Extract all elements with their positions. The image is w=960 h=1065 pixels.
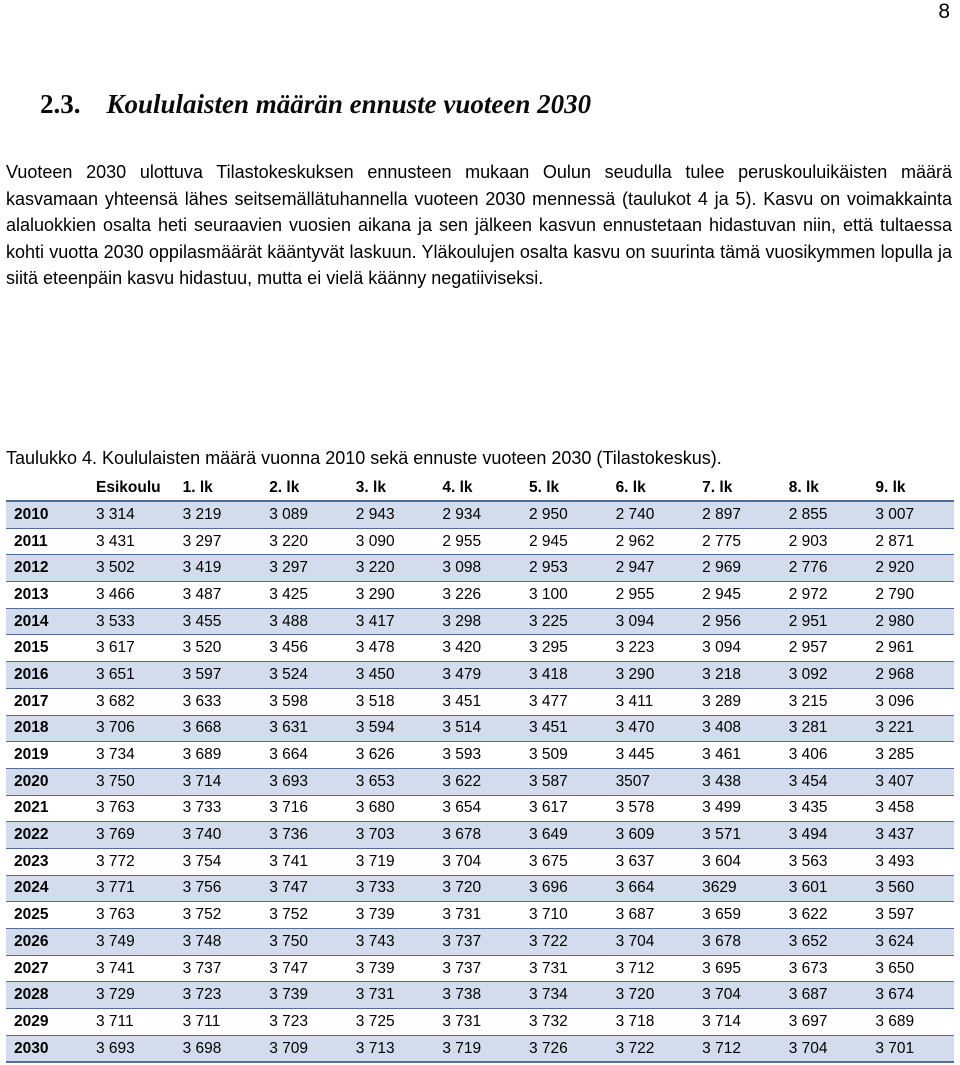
row-year: 2027 <box>6 955 88 982</box>
table-cell: 3 720 <box>434 875 521 902</box>
table-cell: 3 731 <box>434 902 521 929</box>
table-cell: 3 653 <box>348 768 435 795</box>
table-cell: 3 221 <box>867 715 954 742</box>
table-cell: 3 411 <box>608 688 695 715</box>
table-cell: 3 493 <box>867 848 954 875</box>
table-cell: 3 687 <box>608 902 695 929</box>
row-year: 2019 <box>6 742 88 769</box>
table-cell: 3 007 <box>867 501 954 528</box>
table-cell: 3 737 <box>175 955 262 982</box>
table-cell: 3 578 <box>608 795 695 822</box>
table-cell: 3 712 <box>694 1035 781 1062</box>
row-year: 2021 <box>6 795 88 822</box>
table-cell: 2 969 <box>694 555 781 582</box>
table-row <box>6 528 954 555</box>
table-cell: 2 855 <box>781 501 868 528</box>
table-row <box>6 1009 954 1036</box>
table-cell: 3 418 <box>521 662 608 689</box>
table-cell: 3 437 <box>867 822 954 849</box>
table-cell: 3 712 <box>608 955 695 982</box>
table-cell: 3 771 <box>88 875 175 902</box>
table-cell: 3 435 <box>781 795 868 822</box>
table-cell: 3 720 <box>608 982 695 1009</box>
table-cell: 3 420 <box>434 635 521 662</box>
table-cell: 3 314 <box>88 501 175 528</box>
table-cell: 3 704 <box>781 1035 868 1062</box>
table-cell: 2 776 <box>781 555 868 582</box>
table-cell: 3 456 <box>261 635 348 662</box>
table-cell: 3 622 <box>434 768 521 795</box>
table-cell: 3 289 <box>694 688 781 715</box>
table-cell: 2 968 <box>867 662 954 689</box>
table-cell: 3 704 <box>434 848 521 875</box>
table-cell: 3 096 <box>867 688 954 715</box>
table-row <box>6 848 954 875</box>
table-cell: 3 223 <box>608 635 695 662</box>
table-cell: 3 675 <box>521 848 608 875</box>
table-cell: 2 957 <box>781 635 868 662</box>
table-cell: 3 445 <box>608 742 695 769</box>
table-body <box>6 501 954 1062</box>
table-cell: 3 487 <box>175 582 262 609</box>
table-cell: 3 479 <box>434 662 521 689</box>
table-cell: 3 731 <box>521 955 608 982</box>
table-row <box>6 635 954 662</box>
table-cell: 3 524 <box>261 662 348 689</box>
table-cell: 3 502 <box>88 555 175 582</box>
table-cell: 2 950 <box>521 501 608 528</box>
table-cell: 3 094 <box>608 608 695 635</box>
row-year: 2012 <box>6 555 88 582</box>
table-cell: 3 750 <box>88 768 175 795</box>
table-cell: 3 711 <box>175 1009 262 1036</box>
table-cell: 2 897 <box>694 501 781 528</box>
table-cell: 3 451 <box>521 715 608 742</box>
table-cell: 2 740 <box>608 501 695 528</box>
table-cell: 3 478 <box>348 635 435 662</box>
table-cell: 3 689 <box>867 1009 954 1036</box>
table-cell: 3 738 <box>434 982 521 1009</box>
table-cell: 3 089 <box>261 501 348 528</box>
table-cell: 3 290 <box>608 662 695 689</box>
table-cell: 3 406 <box>781 742 868 769</box>
table-cell: 3 215 <box>781 688 868 715</box>
table-row <box>6 768 954 795</box>
table-cell: 3 697 <box>781 1009 868 1036</box>
table-cell: 3 594 <box>348 715 435 742</box>
column-header: 2. lk <box>269 479 300 496</box>
table-cell: 3 220 <box>261 528 348 555</box>
column-header: 9. lk <box>875 479 906 496</box>
table-cell: 3 714 <box>694 1009 781 1036</box>
table-cell: 3 722 <box>608 1035 695 1062</box>
table-cell: 3 560 <box>867 875 954 902</box>
table-cell: 3 417 <box>348 608 435 635</box>
table-cell: 3507 <box>608 768 695 795</box>
table-cell: 3 458 <box>867 795 954 822</box>
table-cell: 3 743 <box>348 929 435 956</box>
table-cell: 3 419 <box>175 555 262 582</box>
table-cell: 3 659 <box>694 902 781 929</box>
table-cell: 3 731 <box>348 982 435 1009</box>
table-cell: 3 218 <box>694 662 781 689</box>
table-row <box>6 742 954 769</box>
table-cell: 2 956 <box>694 608 781 635</box>
row-year: 2029 <box>6 1009 88 1036</box>
table-cell: 3 407 <box>867 768 954 795</box>
row-year: 2023 <box>6 848 88 875</box>
row-year: 2013 <box>6 582 88 609</box>
table-cell: 2 980 <box>867 608 954 635</box>
table-cell: 3 297 <box>261 555 348 582</box>
table-cell: 3 769 <box>88 822 175 849</box>
row-year: 2015 <box>6 635 88 662</box>
table-cell: 3 650 <box>867 955 954 982</box>
table-row <box>6 501 954 528</box>
table-cell: 2 790 <box>867 582 954 609</box>
column-header: 3. lk <box>355 479 386 496</box>
table-cell: 3 710 <box>521 902 608 929</box>
table-cell: 2 972 <box>781 582 868 609</box>
table-cell: 3 678 <box>694 929 781 956</box>
table-cell: 3 680 <box>348 795 435 822</box>
table-cell: 3 499 <box>694 795 781 822</box>
row-year: 2010 <box>6 501 88 528</box>
table-cell: 3 763 <box>88 795 175 822</box>
table-row <box>6 822 954 849</box>
table-cell: 3 731 <box>434 1009 521 1036</box>
row-year: 2020 <box>6 768 88 795</box>
table-cell: 3 719 <box>348 848 435 875</box>
table-cell: 2 934 <box>434 501 521 528</box>
table-cell: 3 733 <box>175 795 262 822</box>
table-cell: 2 951 <box>781 608 868 635</box>
table-cell: 3 652 <box>781 929 868 956</box>
table-cell: 3 706 <box>88 715 175 742</box>
table-cell: 3 598 <box>261 688 348 715</box>
table-cell: 3 703 <box>348 822 435 849</box>
table-cell: 3 518 <box>348 688 435 715</box>
table-cell: 3 593 <box>434 742 521 769</box>
table-cell: 3 747 <box>261 875 348 902</box>
table-cell: 3 673 <box>781 955 868 982</box>
table-cell: 2 955 <box>434 528 521 555</box>
table-cell: 3 651 <box>88 662 175 689</box>
row-year: 2016 <box>6 662 88 689</box>
table-cell: 3 678 <box>434 822 521 849</box>
table-cell: 3 752 <box>261 902 348 929</box>
table-cell: 3 689 <box>175 742 262 769</box>
table-row <box>6 902 954 929</box>
table-cell: 3 617 <box>88 635 175 662</box>
column-header: 6. lk <box>615 479 646 496</box>
table-cell: 3 297 <box>175 528 262 555</box>
table-cell: 3 763 <box>88 902 175 929</box>
table-cell: 3 533 <box>88 608 175 635</box>
table-cell: 3 290 <box>348 582 435 609</box>
table-cell: 3 454 <box>781 768 868 795</box>
table-cell: 3 739 <box>261 982 348 1009</box>
table-cell: 2 953 <box>521 555 608 582</box>
table-cell: 3629 <box>694 875 781 902</box>
row-year: 2018 <box>6 715 88 742</box>
table-cell: 3 736 <box>261 822 348 849</box>
table-cell: 3 637 <box>608 848 695 875</box>
table-cell: 3 732 <box>521 1009 608 1036</box>
table-cell: 3 747 <box>261 955 348 982</box>
table-cell: 3 624 <box>867 929 954 956</box>
table-cell: 3 737 <box>434 955 521 982</box>
table-cell: 3 701 <box>867 1035 954 1062</box>
table-cell: 3 704 <box>608 929 695 956</box>
table-cell: 3 563 <box>781 848 868 875</box>
table-cell: 3 587 <box>521 768 608 795</box>
table-row <box>6 1035 954 1062</box>
table-cell: 3 772 <box>88 848 175 875</box>
table-cell: 3 722 <box>521 929 608 956</box>
table-cell: 2 947 <box>608 555 695 582</box>
table-cell: 3 704 <box>694 982 781 1009</box>
table-row <box>6 875 954 902</box>
table-cell: 3 094 <box>694 635 781 662</box>
table-cell: 2 961 <box>867 635 954 662</box>
table-cell: 3 295 <box>521 635 608 662</box>
table-cell: 3 719 <box>434 1035 521 1062</box>
table-cell: 3 741 <box>88 955 175 982</box>
body-paragraph: Vuoteen 2030 ulottuva Tilastokeskuksen ennusteen mukaan Oulun seudulla tulee peruskouluikäisten määrä kasvamaan yhteensä lähes seitsemällätuhannella vuoteen 2030 mennessä (taulukot 4 ja 5). Kasvu on voimakkainta alaluokkien osalta heti seuraavien vuosien aikana ja sen jälkeen kasvun ennustetaan hidastuvan niin, että tultaessa kohti vuotta 2030 oppilasmäärät kääntyvät laskuun. Yläkoulujen osalta kasvu on suurinta tämä vuosikymmen lopulla ja siitä eteenpäin kasvu hidastuu, mutta ei vielä käänny negatiiviseksi. <box>6 162 952 289</box>
table-cell: 3 664 <box>261 742 348 769</box>
table-cell: 3 695 <box>694 955 781 982</box>
table-row <box>6 715 954 742</box>
row-year: 2014 <box>6 608 88 635</box>
table-cell: 3 739 <box>348 902 435 929</box>
table-cell: 3 734 <box>521 982 608 1009</box>
table-cell: 3 752 <box>175 902 262 929</box>
row-year: 2011 <box>6 528 88 555</box>
table-cell: 3 687 <box>781 982 868 1009</box>
table-cell: 3 408 <box>694 715 781 742</box>
section-heading <box>40 88 591 120</box>
row-year: 2017 <box>6 688 88 715</box>
table-cell: 3 509 <box>521 742 608 769</box>
table-cell: 3 609 <box>608 822 695 849</box>
table-cell: 3 733 <box>348 875 435 902</box>
table-cell: 3 633 <box>175 688 262 715</box>
table-row <box>6 955 954 982</box>
table-cell: 3 100 <box>521 582 608 609</box>
table-cell: 3 713 <box>348 1035 435 1062</box>
column-header: 5. lk <box>528 479 560 496</box>
table-cell: 3 090 <box>348 528 435 555</box>
table-row <box>6 795 954 822</box>
table-cell: 3 438 <box>694 768 781 795</box>
column-header: Esikoulu <box>96 479 161 496</box>
table-cell: 3 461 <box>694 742 781 769</box>
table-caption: Taulukko 4. Koululaisten määrä vuonna 2010 sekä ennuste vuoteen 2030 (Tilastokeskus). <box>6 448 722 468</box>
row-year: 2026 <box>6 929 88 956</box>
table-cell: 2 903 <box>781 528 868 555</box>
table-cell: 3 711 <box>88 1009 175 1036</box>
table-cell: 3 723 <box>175 982 262 1009</box>
table-cell: 3 709 <box>261 1035 348 1062</box>
section-number: 2.3. <box>40 89 81 119</box>
table-cell: 3 723 <box>261 1009 348 1036</box>
table-cell: 3 597 <box>175 662 262 689</box>
column-header: 8. lk <box>788 479 819 496</box>
table-cell: 3 571 <box>694 822 781 849</box>
table-cell: 3 092 <box>781 662 868 689</box>
section-title: Koululaisten määrän ennuste vuoteen 2030 <box>106 89 592 119</box>
table-cell: 3 664 <box>608 875 695 902</box>
table-cell: 3 601 <box>781 875 868 902</box>
table-row <box>6 929 954 956</box>
table-cell: 3 631 <box>261 715 348 742</box>
table-cell: 3 220 <box>348 555 435 582</box>
table-row <box>6 608 954 635</box>
table-cell: 3 696 <box>521 875 608 902</box>
table-cell: 3 729 <box>88 982 175 1009</box>
table-cell: 3 750 <box>261 929 348 956</box>
table-cell: 2 871 <box>867 528 954 555</box>
table-cell: 3 450 <box>348 662 435 689</box>
table-cell: 3 455 <box>175 608 262 635</box>
row-year: 2030 <box>6 1035 88 1062</box>
table-cell: 3 734 <box>88 742 175 769</box>
row-year: 2028 <box>6 982 88 1009</box>
table-cell: 3 477 <box>521 688 608 715</box>
table-cell: 3 298 <box>434 608 521 635</box>
table-cell: 3 739 <box>348 955 435 982</box>
table-cell: 3 520 <box>175 635 262 662</box>
table-row <box>6 582 954 609</box>
table-cell: 2 945 <box>694 582 781 609</box>
row-year: 2022 <box>6 822 88 849</box>
column-header: 7. lk <box>702 479 733 496</box>
enrollment-forecast-table <box>6 476 954 1063</box>
table-cell: 3 466 <box>88 582 175 609</box>
table-cell: 3 668 <box>175 715 262 742</box>
table-row <box>6 688 954 715</box>
table-cell: 3 431 <box>88 528 175 555</box>
table-cell: 3 597 <box>867 902 954 929</box>
table-cell: 3 741 <box>261 848 348 875</box>
table-row <box>6 982 954 1009</box>
table-cell: 3 726 <box>521 1035 608 1062</box>
table-cell: 3 626 <box>348 742 435 769</box>
table-cell: 3 098 <box>434 555 521 582</box>
table-cell: 3 748 <box>175 929 262 956</box>
table-cell: 3 737 <box>434 929 521 956</box>
table-cell: 3 451 <box>434 688 521 715</box>
table-cell: 3 470 <box>608 715 695 742</box>
table-cell: 2 962 <box>608 528 695 555</box>
table-cell: 3 756 <box>175 875 262 902</box>
page-number: 8 <box>938 0 950 23</box>
table-cell: 3 622 <box>781 902 868 929</box>
table-cell: 3 225 <box>521 608 608 635</box>
table-cell: 3 725 <box>348 1009 435 1036</box>
table-cell: 3 514 <box>434 715 521 742</box>
table-cell: 3 718 <box>608 1009 695 1036</box>
table-cell: 3 754 <box>175 848 262 875</box>
table-cell: 2 775 <box>694 528 781 555</box>
table-cell: 3 285 <box>867 742 954 769</box>
table-row <box>6 555 954 582</box>
table-cell: 3 693 <box>88 1035 175 1062</box>
table-cell: 3 749 <box>88 929 175 956</box>
row-year: 2025 <box>6 902 88 929</box>
table-cell: 2 920 <box>867 555 954 582</box>
column-header: 1. lk <box>182 479 213 496</box>
table-header-row <box>6 476 954 501</box>
table-cell: 3 698 <box>175 1035 262 1062</box>
table-cell: 2 945 <box>521 528 608 555</box>
table-cell: 3 425 <box>261 582 348 609</box>
table-cell: 2 955 <box>608 582 695 609</box>
table-cell: 3 649 <box>521 822 608 849</box>
row-year: 2024 <box>6 875 88 902</box>
table-cell: 2 943 <box>348 501 435 528</box>
table-cell: 3 281 <box>781 715 868 742</box>
table-cell: 3 693 <box>261 768 348 795</box>
table-cell: 3 714 <box>175 768 262 795</box>
column-header-year <box>6 476 88 501</box>
table-cell: 3 654 <box>434 795 521 822</box>
table-cell: 3 674 <box>867 982 954 1009</box>
table-cell: 3 226 <box>434 582 521 609</box>
table-cell: 3 219 <box>175 501 262 528</box>
table-row <box>6 662 954 689</box>
table-cell: 3 716 <box>261 795 348 822</box>
table-cell: 3 617 <box>521 795 608 822</box>
column-header: 4. lk <box>442 479 473 496</box>
table-cell: 3 488 <box>261 608 348 635</box>
table-cell: 3 682 <box>88 688 175 715</box>
table-cell: 3 740 <box>175 822 262 849</box>
table-cell: 3 604 <box>694 848 781 875</box>
table-cell: 3 494 <box>781 822 868 849</box>
